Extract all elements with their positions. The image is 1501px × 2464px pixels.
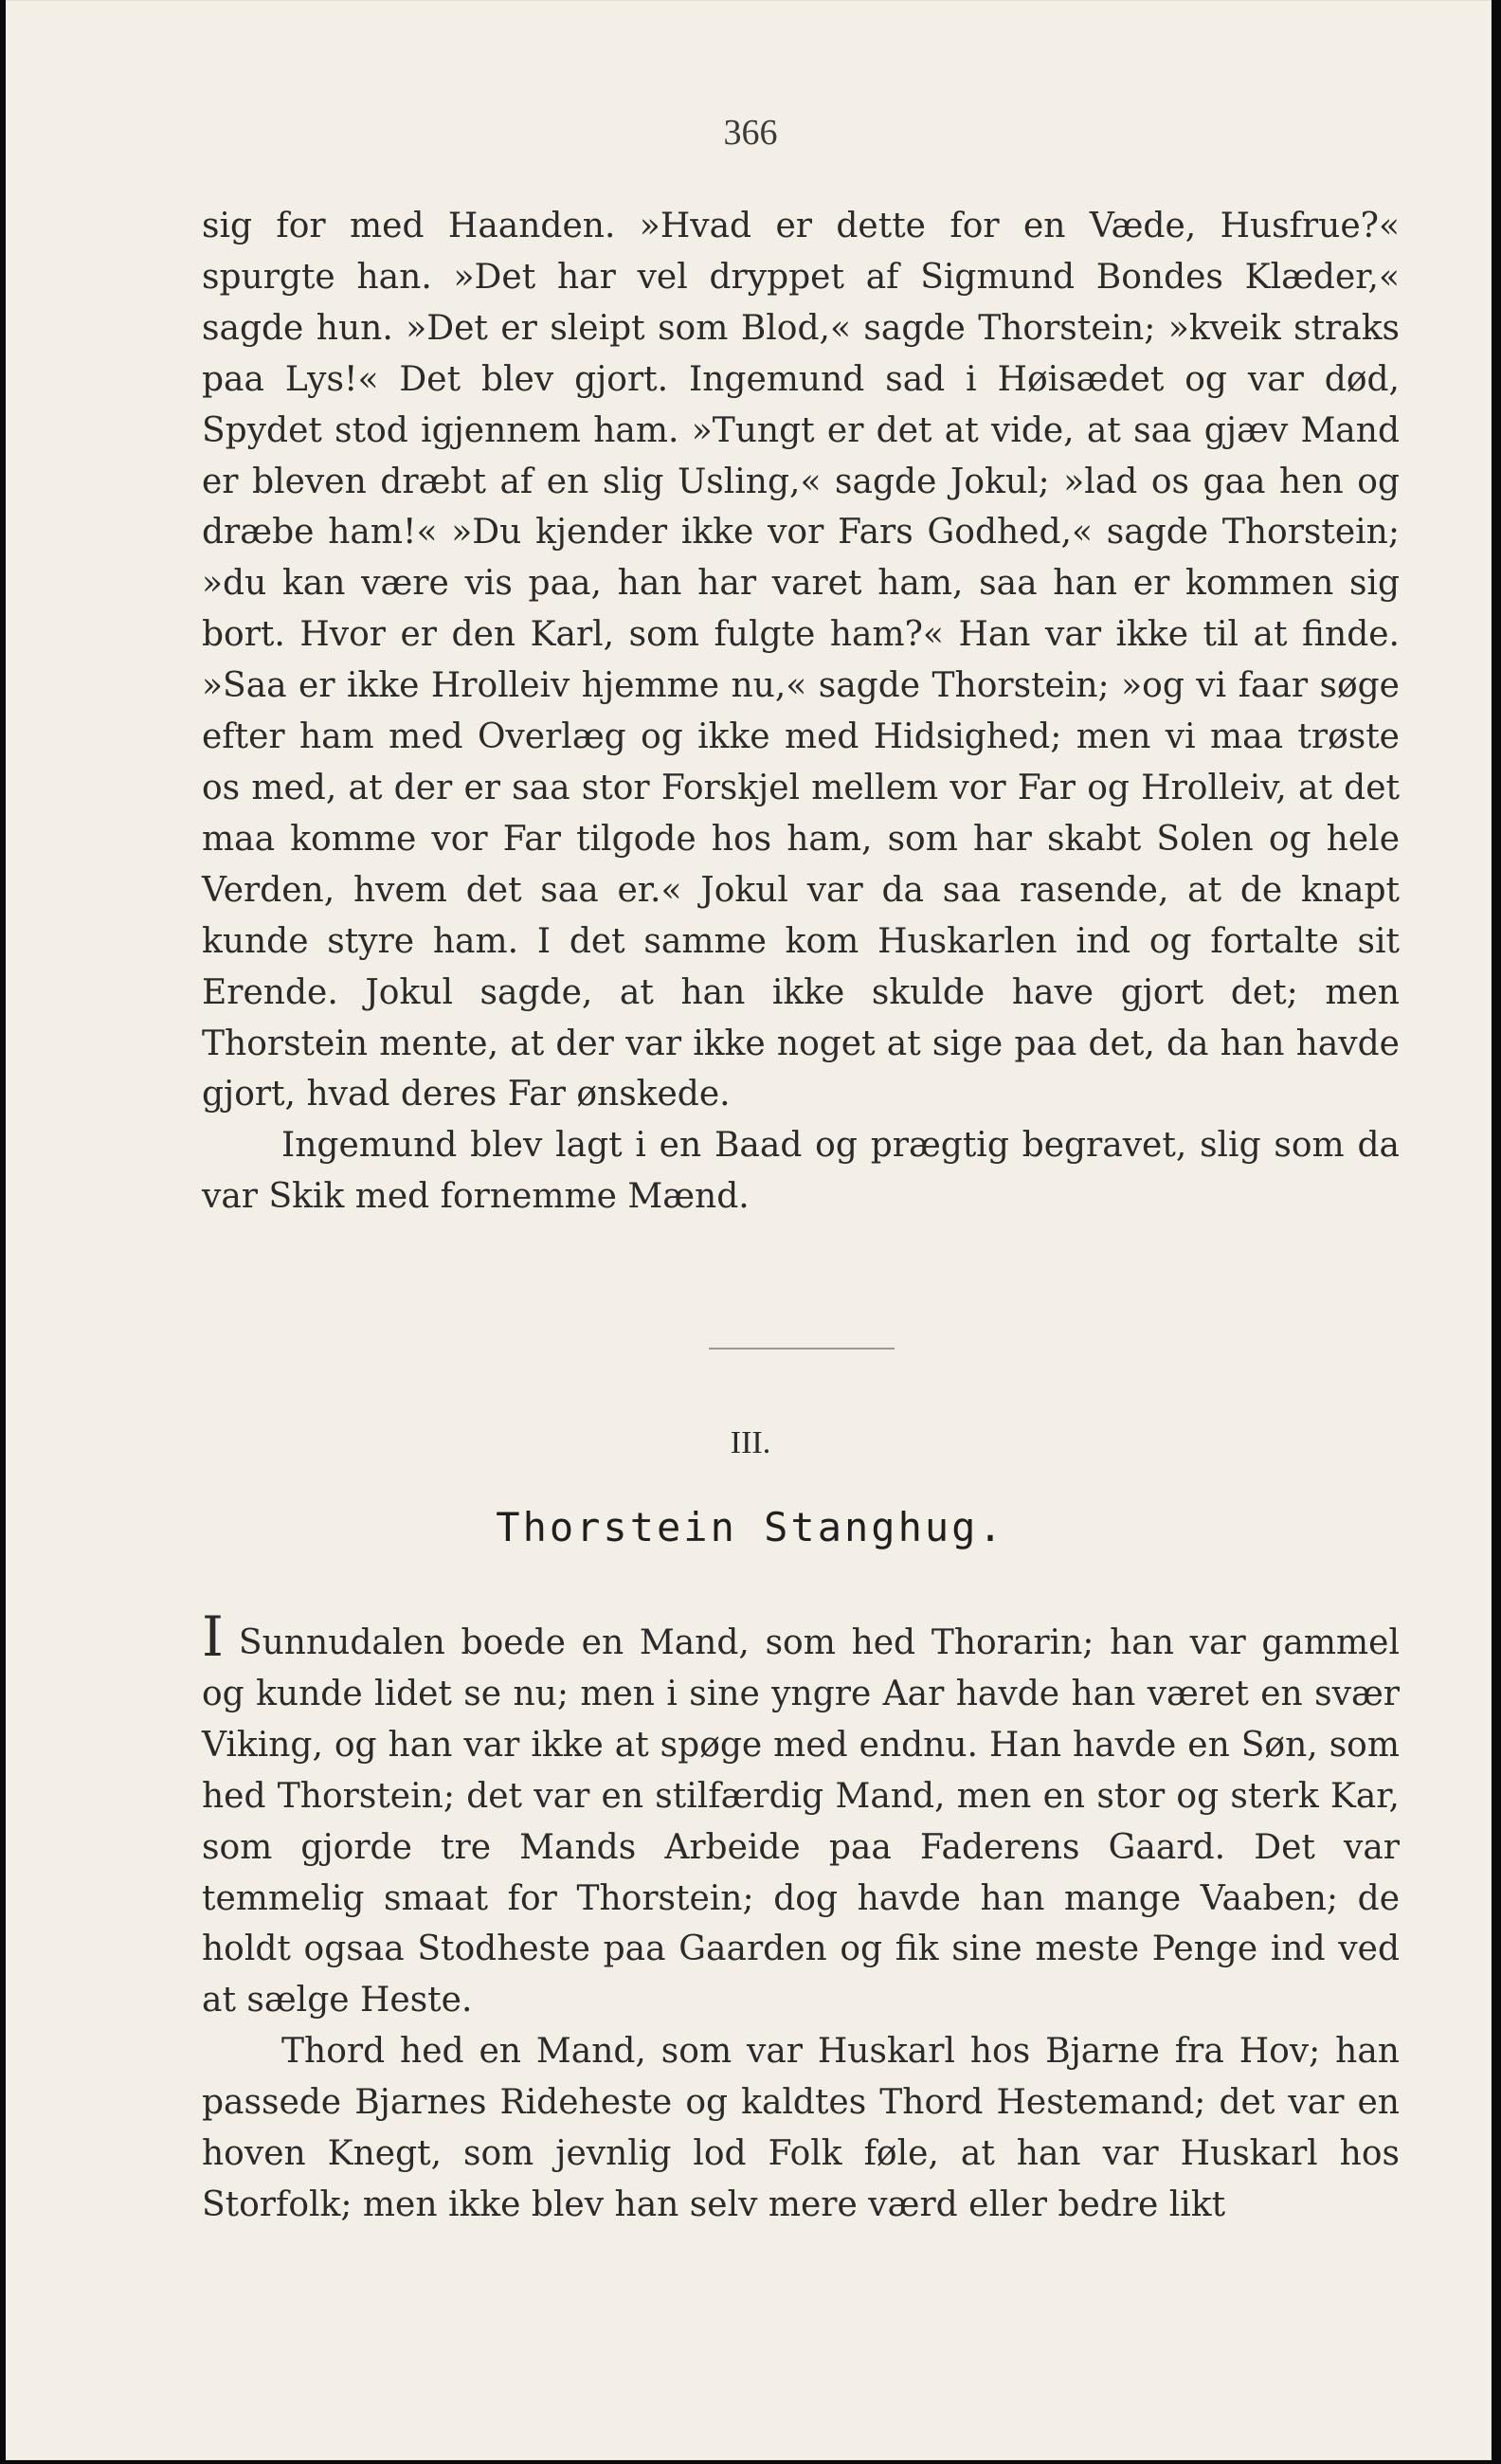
scan-edge-bottom: [0, 2460, 1501, 2464]
paragraph: Thord hed en Mand, som var Huskarl hos Bjarne fra Hov; han passede Bjarnes Rideheste og kaldtes Thord Hestemand; det var en hoven Knegt, som jevnlig lod Folk føle, at han var Huskarl hos Storfolk; men ikke blev han selv mere værd eller bedre likt: [202, 2032, 1400, 2224]
scan-edge-right: [1492, 0, 1501, 2464]
section-divider: [709, 1348, 895, 1350]
paragraph: [202, 1604, 1400, 2026]
paragraph: Ingemund blev lagt i en Baad og prægtig begravet, slig som da var Skik med fornemme Mænd.: [202, 1126, 1400, 1217]
chapter-number: III.: [730, 1425, 771, 1460]
page-number: 366: [723, 113, 778, 153]
chapter-title: Thorstein Stanghug.: [496, 1504, 1005, 1550]
paragraph: sig for med Haanden. »Hvad er dette for en Væde, Husfrue?« spurgte han. »Det har vel dryppet af Sigmund Bondes Klæder,« sagde hun. »Det er sleipt som Blod,« sagde Thorstein; »kveik straks paa Lys!« Det blev gjort. Ingemund sad i Høisædet og var død, Spydet stod igjennem ham. »Tungt er det at vide, at saa gjæv Mand er bleven dræbt af en slig Usling,« sagde Jokul; »lad os gaa hen og dræbe ham!« »Du kjender ikke vor Fars Godhed,« sagde Thorstein; »du kan være vis paa, han har varet ham, saa han er kommen sig bort. Hvor er den Karl, som fulgte ham?« Han var ikke til at finde. »Saa er ikke Hrolleiv hjemme nu,« sagde Thorstein; »og vi faar søge efter ham med Overlæg og ikke med Hidsighed; men vi maa trøste os med, at der er saa stor Forskjel mellem vor Far og Hrolleiv, at det maa komme vor Far tilgode hos ham, som har skabt Solen og hele Verden, hvem det saa er.« Jokul var da saa rasende, at de knapt kunde styre ham. I det samme kom Huskarlen ind og fortalte sit Erende. Jokul sagde, at han ikke skulde have gjort det; men Thorstein mente, at der var ikke noget at sige paa det, da han havde gjort, hvad deres Far ønskede.: [202, 207, 1400, 1114]
text-section-top: [202, 201, 1400, 1223]
paragraph-text: Sunnudalen boede en Mand, som hed Thorarin; han var gammel og kunde lidet se nu; men i sine yngre Aar havde han været en svær Viking, og han var ikke at spøge med endnu. Han havde en Søn, som hed Thorstein; det var en stilfærdig Mand, men en stor og sterk Kar, som gjorde tre Mands Arbeide paa Faderens Gaard. Det var temmelig smaat for Thorstein; dog havde han mange Vaaben; de holdt ogsaa Stodheste paa Gaarden og fik sine meste Penge ind ved at sælge Heste.: [202, 1623, 1400, 2020]
text-section-bottom: [202, 1604, 1400, 2231]
scan-edge-left: [0, 0, 6, 2460]
dropcap-letter: I: [202, 1604, 224, 1669]
